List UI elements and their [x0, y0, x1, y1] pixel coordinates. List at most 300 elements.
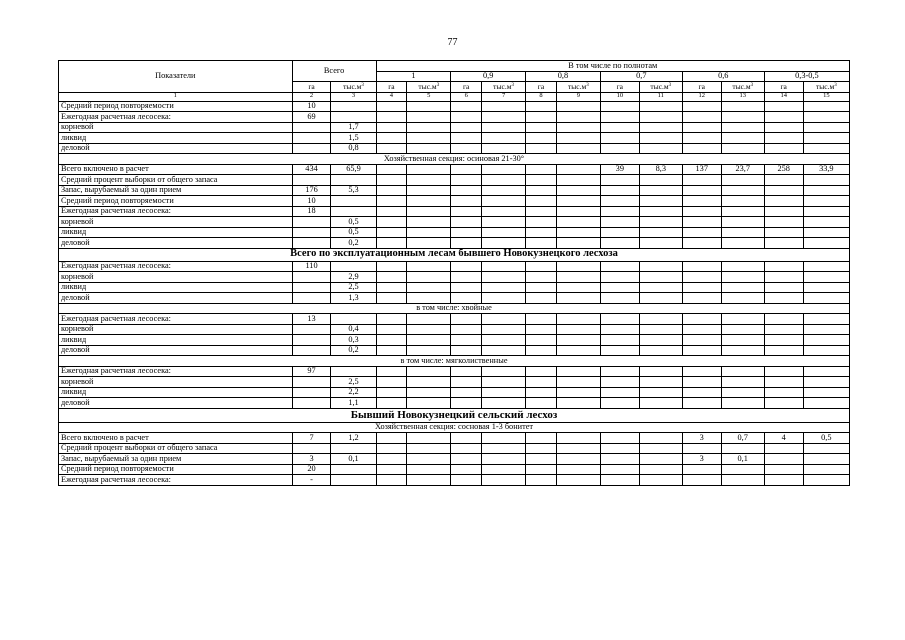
table-cell [292, 238, 331, 249]
table-cell [376, 261, 407, 272]
table-cell [482, 366, 526, 377]
table-cell [639, 433, 682, 444]
table-row [59, 454, 850, 465]
table-cell [764, 366, 803, 377]
table-row [59, 314, 850, 325]
table-cell [803, 387, 849, 398]
table-cell [556, 443, 600, 454]
table-cell [803, 335, 849, 346]
row-label: Запас, вырубаемый за один прием [59, 454, 293, 465]
table-cell [482, 238, 526, 249]
column-number: 6 [451, 92, 482, 101]
table-cell [803, 464, 849, 475]
table-cell [451, 272, 482, 283]
table-cell: 2,5 [331, 377, 376, 388]
column-number: 5 [407, 92, 451, 101]
table-cell [376, 377, 407, 388]
table-cell [376, 217, 407, 228]
table-cell [556, 345, 600, 356]
table-cell [482, 293, 526, 304]
table-cell [682, 475, 721, 486]
table-cell [526, 475, 557, 486]
table-cell [600, 175, 639, 186]
table-cell [482, 122, 526, 133]
table-cell [600, 387, 639, 398]
table-cell [451, 398, 482, 409]
table-cell [451, 433, 482, 444]
table-cell [682, 175, 721, 186]
table-row [59, 464, 850, 475]
table-row [59, 164, 850, 175]
table-cell [482, 185, 526, 196]
table-cell: 1,3 [331, 293, 376, 304]
row-label: корневой [59, 122, 293, 133]
table-cell [639, 366, 682, 377]
section-row [59, 422, 850, 433]
table-cell [639, 217, 682, 228]
table-cell [407, 335, 451, 346]
table-cell [482, 345, 526, 356]
header-by-density: В том числе по полнотам [376, 61, 849, 72]
table-body [59, 101, 850, 485]
table-cell [721, 238, 764, 249]
table-cell [764, 335, 803, 346]
row-label: Ежегодная расчетная лесосека: [59, 366, 293, 377]
table-cell [331, 261, 376, 272]
table-cell [600, 377, 639, 388]
table-cell [682, 272, 721, 283]
table-cell [764, 217, 803, 228]
row-label: Ежегодная расчетная лесосека: [59, 261, 293, 272]
table-cell [451, 175, 482, 186]
table-cell: 2,5 [331, 282, 376, 293]
table-cell [721, 206, 764, 217]
table-cell [682, 377, 721, 388]
table-cell [407, 217, 451, 228]
table-cell [600, 335, 639, 346]
table-cell: 20 [292, 464, 331, 475]
table-cell: 110 [292, 261, 331, 272]
table-cell [764, 175, 803, 186]
header-density: 0,3-0,5 [764, 71, 849, 82]
table-cell [376, 475, 407, 486]
table-cell [682, 112, 721, 123]
table-cell [600, 122, 639, 133]
table-cell: 0,1 [721, 454, 764, 465]
header-total: Всего [292, 61, 376, 82]
header-density: 0,8 [526, 71, 601, 82]
table-cell [376, 112, 407, 123]
table-cell [600, 314, 639, 325]
table-row [59, 133, 850, 144]
table-cell [764, 122, 803, 133]
table-cell [407, 175, 451, 186]
table-cell [600, 398, 639, 409]
table-cell [292, 335, 331, 346]
row-label: деловой [59, 345, 293, 356]
table-cell: 1,1 [331, 398, 376, 409]
table-cell: 4 [764, 433, 803, 444]
table-cell [803, 175, 849, 186]
table-cell [376, 335, 407, 346]
table-cell [721, 387, 764, 398]
table-cell [331, 206, 376, 217]
header-indicator: Показатели [59, 61, 293, 93]
table-cell [451, 122, 482, 133]
table-cell [451, 217, 482, 228]
header-unit-ha: га [376, 82, 407, 93]
header-unit-ha: га [451, 82, 482, 93]
table-cell: 23,7 [721, 164, 764, 175]
column-number: 10 [600, 92, 639, 101]
table-cell: 7 [292, 433, 331, 444]
table-cell [526, 261, 557, 272]
table-cell [451, 443, 482, 454]
table-cell [292, 324, 331, 335]
table-cell: 10 [292, 196, 331, 207]
table-cell [639, 143, 682, 154]
table-cell [721, 398, 764, 409]
table-cell: 18 [292, 206, 331, 217]
table-cell [556, 475, 600, 486]
table-cell [526, 366, 557, 377]
table-cell [639, 133, 682, 144]
table-cell [451, 377, 482, 388]
table-cell [600, 112, 639, 123]
section-title: Хозяйственная секция: сосновая 1-3 бонитет [59, 422, 850, 433]
table-cell [482, 227, 526, 238]
table-cell [682, 314, 721, 325]
table-cell: 3 [292, 454, 331, 465]
table-cell [331, 196, 376, 207]
table-cell [764, 272, 803, 283]
table-cell [639, 387, 682, 398]
table-cell [331, 443, 376, 454]
table-cell [721, 122, 764, 133]
table-cell: 0,5 [331, 217, 376, 228]
table-cell [803, 143, 849, 154]
table-row [59, 377, 850, 388]
row-label: корневой [59, 377, 293, 388]
table-cell [600, 345, 639, 356]
row-label: Всего включено в расчет [59, 164, 293, 175]
table-cell [482, 314, 526, 325]
table-cell [482, 454, 526, 465]
table-cell: 0,5 [803, 433, 849, 444]
table-row [59, 335, 850, 346]
table-cell [451, 143, 482, 154]
table-cell [556, 217, 600, 228]
table-cell [482, 398, 526, 409]
table-cell [682, 143, 721, 154]
table-cell [556, 122, 600, 133]
table-cell [764, 454, 803, 465]
table-cell [407, 454, 451, 465]
table-cell [639, 196, 682, 207]
table-cell [721, 101, 764, 112]
table-cell [376, 185, 407, 196]
row-label: Всего включено в расчет [59, 433, 293, 444]
table-cell: 2,2 [331, 387, 376, 398]
row-label: ликвид [59, 282, 293, 293]
table-cell [526, 196, 557, 207]
table-cell [376, 314, 407, 325]
table-cell [407, 133, 451, 144]
table-cell [376, 238, 407, 249]
table-cell [682, 185, 721, 196]
table-cell [764, 443, 803, 454]
table-cell [451, 314, 482, 325]
row-label: деловой [59, 293, 293, 304]
table-cell [600, 324, 639, 335]
table-cell [292, 143, 331, 154]
table-cell [600, 133, 639, 144]
table-cell: 0,1 [331, 454, 376, 465]
table-cell [600, 101, 639, 112]
table-cell [451, 324, 482, 335]
table-cell [721, 112, 764, 123]
table-row [59, 196, 850, 207]
table-cell [526, 443, 557, 454]
table-cell [600, 366, 639, 377]
table-cell [376, 164, 407, 175]
table-cell [639, 324, 682, 335]
table-cell [682, 206, 721, 217]
table-cell [526, 238, 557, 249]
table-cell [526, 227, 557, 238]
table-cell [639, 238, 682, 249]
header-unit-ha: га [682, 82, 721, 93]
row-label: корневой [59, 324, 293, 335]
table-cell [376, 196, 407, 207]
table-cell [764, 314, 803, 325]
section-title: Бывший Новокузнецкий сельский лесхоз [59, 408, 850, 422]
table-cell [682, 387, 721, 398]
row-label: Средний период повторяемости [59, 196, 293, 207]
header-unit-volume: $тыс.м^3$ [407, 82, 451, 93]
table-cell [556, 261, 600, 272]
table-cell [407, 398, 451, 409]
section-row [59, 356, 850, 367]
table-cell [331, 175, 376, 186]
table-cell [407, 238, 451, 249]
table-row [59, 122, 850, 133]
header-unit-volume: $тыс.м^3$ [482, 82, 526, 93]
table-cell: 97 [292, 366, 331, 377]
table-cell [639, 398, 682, 409]
table-cell [451, 133, 482, 144]
table-cell [407, 345, 451, 356]
table-cell [721, 143, 764, 154]
section-row [59, 408, 850, 422]
table-cell [682, 217, 721, 228]
table-cell [407, 366, 451, 377]
table-cell [764, 196, 803, 207]
table-cell [376, 293, 407, 304]
table-cell [682, 443, 721, 454]
table-row [59, 324, 850, 335]
table-cell [764, 261, 803, 272]
table-cell [482, 164, 526, 175]
table-cell [376, 464, 407, 475]
table-cell [376, 398, 407, 409]
table-cell [331, 475, 376, 486]
table-cell [407, 272, 451, 283]
table-cell [556, 133, 600, 144]
row-label: Ежегодная расчетная лесосека: [59, 206, 293, 217]
table-row [59, 175, 850, 186]
table-cell [556, 196, 600, 207]
table-cell [803, 196, 849, 207]
table-cell [556, 454, 600, 465]
table-cell [764, 112, 803, 123]
table-cell [451, 227, 482, 238]
table-cell: 0,3 [331, 335, 376, 346]
table-cell [803, 314, 849, 325]
table-cell [721, 133, 764, 144]
table-cell [451, 282, 482, 293]
table-cell [803, 133, 849, 144]
table-cell [482, 112, 526, 123]
table-cell [526, 324, 557, 335]
table-cell [639, 345, 682, 356]
table-cell [451, 185, 482, 196]
table-cell [721, 366, 764, 377]
page-number: 77 [447, 37, 458, 48]
table-cell [482, 206, 526, 217]
table-cell [376, 282, 407, 293]
table-cell [451, 164, 482, 175]
table-row [59, 206, 850, 217]
column-number: 4 [376, 92, 407, 101]
table-cell [376, 454, 407, 465]
row-label: ликвид [59, 133, 293, 144]
table-cell [407, 185, 451, 196]
table-cell [376, 324, 407, 335]
row-label: ликвид [59, 335, 293, 346]
table-cell [803, 185, 849, 196]
table-cell [526, 112, 557, 123]
table-cell [482, 217, 526, 228]
table-cell [556, 293, 600, 304]
header-density: 0,9 [451, 71, 526, 82]
table-cell [451, 261, 482, 272]
table-cell [682, 335, 721, 346]
table-cell [600, 185, 639, 196]
table-cell [556, 272, 600, 283]
section-title: в том числе: мягколиственные [59, 356, 850, 367]
table-row [59, 387, 850, 398]
table-cell: 0,5 [331, 227, 376, 238]
table-cell [803, 206, 849, 217]
table-cell [803, 217, 849, 228]
header-unit-volume: $тыс.м^3$ [556, 82, 600, 93]
table-cell [600, 475, 639, 486]
table-cell [721, 324, 764, 335]
header-density: 0,7 [600, 71, 682, 82]
row-label: Средний процент выборки от общего запаса [59, 443, 293, 454]
table-cell [376, 133, 407, 144]
header-unit-volume: $тыс.м^3$ [803, 82, 849, 93]
table-cell [682, 196, 721, 207]
table-cell [556, 377, 600, 388]
table-cell: 3 [682, 433, 721, 444]
table-cell [803, 345, 849, 356]
table-cell [526, 206, 557, 217]
table-cell [292, 293, 331, 304]
table-cell [682, 366, 721, 377]
table-cell [803, 112, 849, 123]
table-cell [682, 133, 721, 144]
table-cell [526, 314, 557, 325]
table-cell [526, 122, 557, 133]
table-cell [600, 282, 639, 293]
table-cell [407, 293, 451, 304]
table-cell [600, 227, 639, 238]
table-cell [600, 206, 639, 217]
table-cell: 1,2 [331, 433, 376, 444]
table-cell [682, 122, 721, 133]
table-cell [556, 398, 600, 409]
table-cell [556, 112, 600, 123]
table-cell [764, 464, 803, 475]
row-label: Ежегодная расчетная лесосека: [59, 314, 293, 325]
row-label: деловой [59, 143, 293, 154]
table-cell [721, 293, 764, 304]
table-cell [639, 112, 682, 123]
table-cell: 33,9 [803, 164, 849, 175]
table-cell [721, 272, 764, 283]
section-row [59, 303, 850, 314]
table-cell [482, 433, 526, 444]
table-cell [376, 345, 407, 356]
table-cell [721, 345, 764, 356]
table-row [59, 101, 850, 112]
table-cell [292, 387, 331, 398]
column-number: 8 [526, 92, 557, 101]
table-cell [764, 398, 803, 409]
table-cell [639, 377, 682, 388]
row-label: Запас, вырубаемый за один прием [59, 185, 293, 196]
table-cell [292, 217, 331, 228]
table-cell [639, 206, 682, 217]
table-row [59, 443, 850, 454]
table-row [59, 272, 850, 283]
table-cell [721, 377, 764, 388]
row-label: ликвид [59, 227, 293, 238]
table-cell [451, 238, 482, 249]
table-cell [556, 314, 600, 325]
table-row [59, 238, 850, 249]
table-cell [526, 387, 557, 398]
table-cell [600, 272, 639, 283]
table-cell [556, 227, 600, 238]
column-number: 12 [682, 92, 721, 101]
table-cell [803, 227, 849, 238]
table-row [59, 261, 850, 272]
table-cell [803, 443, 849, 454]
table-cell [721, 175, 764, 186]
table-cell [639, 464, 682, 475]
table-cell [407, 324, 451, 335]
table-cell [721, 475, 764, 486]
table-cell: 2,9 [331, 272, 376, 283]
table-cell [451, 475, 482, 486]
table-cell [407, 101, 451, 112]
table-cell [600, 464, 639, 475]
table-cell [482, 101, 526, 112]
table-cell [721, 217, 764, 228]
